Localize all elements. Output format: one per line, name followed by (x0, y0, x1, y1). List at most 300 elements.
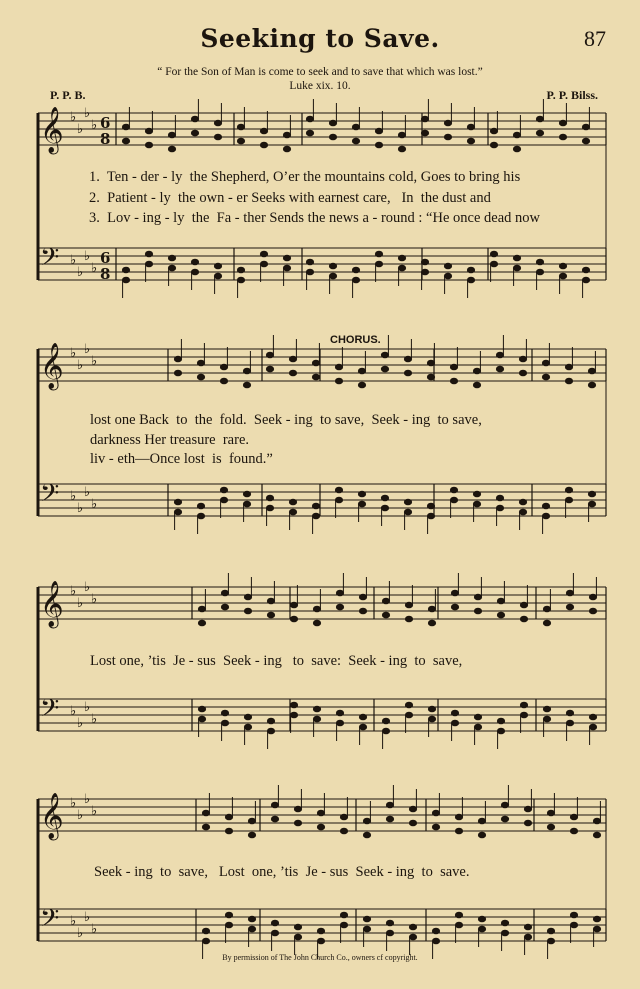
note-head (589, 724, 596, 730)
flat-sign: ♭ (70, 346, 77, 361)
note-head (198, 706, 205, 712)
note-head (145, 142, 152, 148)
flat-sign: ♭ (84, 342, 91, 357)
note-head (168, 132, 175, 138)
note-head (421, 259, 428, 265)
note-head (593, 926, 600, 932)
note-head (329, 134, 336, 140)
flat-sign: ♭ (91, 712, 98, 727)
note-head (289, 356, 296, 362)
note-head (329, 120, 336, 126)
note-head (432, 810, 439, 816)
note-head (340, 912, 347, 918)
note-head (582, 277, 589, 283)
note-head (386, 920, 393, 926)
note-head (243, 368, 250, 374)
note-head (589, 714, 596, 720)
note-head (221, 590, 228, 596)
note-head (547, 810, 554, 816)
note-head (450, 378, 457, 384)
note-head (243, 501, 250, 507)
note-head (260, 251, 267, 257)
note-head (260, 128, 267, 134)
flat-sign: ♭ (91, 804, 98, 819)
note-head (589, 608, 596, 614)
note-head (428, 716, 435, 722)
note-head (313, 620, 320, 626)
note-head (313, 716, 320, 722)
note-head (214, 120, 221, 126)
note-head (306, 259, 313, 265)
note-head (317, 938, 324, 944)
note-head (336, 710, 343, 716)
note-head (363, 926, 370, 932)
note-head (524, 820, 531, 826)
note-head (214, 273, 221, 279)
note-head (174, 499, 181, 505)
note-head (536, 116, 543, 122)
note-head (290, 702, 297, 708)
note-head (450, 364, 457, 370)
note-head (191, 116, 198, 122)
note-head (294, 820, 301, 826)
note-head (570, 828, 577, 834)
note-head (427, 360, 434, 366)
time-signature-bottom: 8 (100, 130, 111, 148)
note-head (542, 513, 549, 519)
note-head (363, 916, 370, 922)
note-head (271, 816, 278, 822)
note-head (317, 810, 324, 816)
flat-sign: ♭ (84, 910, 91, 925)
note-head (220, 364, 227, 370)
note-head (202, 824, 209, 830)
note-head (490, 251, 497, 257)
note-head (520, 602, 527, 608)
note-head (289, 370, 296, 376)
flat-sign: ♭ (70, 584, 77, 599)
note-head (582, 267, 589, 273)
flat-sign: ♭ (77, 501, 84, 516)
note-head (405, 712, 412, 718)
note-head (496, 366, 503, 372)
note-head (266, 505, 273, 511)
note-head (312, 503, 319, 509)
note-head (565, 497, 572, 503)
note-head (559, 134, 566, 140)
note-head (542, 374, 549, 380)
note-head (336, 604, 343, 610)
note-head (474, 594, 481, 600)
note-head (496, 352, 503, 358)
flat-sign: ♭ (77, 808, 84, 823)
note-head (283, 132, 290, 138)
note-head (474, 714, 481, 720)
flat-sign: ♭ (84, 700, 91, 715)
note-head (542, 503, 549, 509)
note-head (451, 720, 458, 726)
flat-sign: ♭ (77, 716, 84, 731)
note-head (248, 926, 255, 932)
note-head (428, 706, 435, 712)
note-head (294, 924, 301, 930)
note-head (225, 912, 232, 918)
note-head (428, 606, 435, 612)
note-head (524, 806, 531, 812)
note-head (381, 366, 388, 372)
note-head (317, 824, 324, 830)
note-head (168, 265, 175, 271)
note-head (294, 806, 301, 812)
note-head (570, 814, 577, 820)
flat-sign: ♭ (77, 265, 84, 280)
note-head (432, 938, 439, 944)
note-head (398, 132, 405, 138)
note-head (294, 934, 301, 940)
time-signature-top: 6 (100, 114, 111, 132)
verse-1-line-2: lost one Back to the fold. Seek - ing to save, Seek - ing to save, (90, 412, 482, 428)
note-head (473, 382, 480, 388)
note-head (501, 930, 508, 936)
note-head (451, 590, 458, 596)
note-head (473, 491, 480, 497)
note-head (266, 495, 273, 501)
flat-sign: ♭ (91, 118, 98, 133)
note-head (501, 920, 508, 926)
epigraph-reference: Luke xix. 10. (289, 80, 351, 92)
note-head (317, 928, 324, 934)
treble-clef: 𝄞 (40, 793, 64, 839)
staff-lines (38, 113, 606, 941)
note-head (497, 728, 504, 734)
epigraph-quote: “ For the Son of Man is come to seek and to save that which was lost.” (157, 66, 483, 78)
note-head (593, 818, 600, 824)
flat-sign: ♭ (84, 106, 91, 121)
note-head (427, 374, 434, 380)
note-head (428, 620, 435, 626)
note-head (589, 594, 596, 600)
note-head (225, 828, 232, 834)
note-head (283, 146, 290, 152)
note-head (198, 606, 205, 612)
note-head (444, 273, 451, 279)
note-head (444, 263, 451, 269)
note-head (198, 620, 205, 626)
note-head (290, 602, 297, 608)
note-head (409, 820, 416, 826)
note-head (312, 513, 319, 519)
verse-3-line-1: 3. Lov - ing - ly the Fa - ther Sends the news a - round : “He once dead now (89, 210, 540, 226)
note-head (174, 370, 181, 376)
note-head (329, 273, 336, 279)
note-head (358, 501, 365, 507)
note-head (221, 604, 228, 610)
note-head (547, 824, 554, 830)
note-head (421, 130, 428, 136)
note-head (536, 130, 543, 136)
note-head (588, 491, 595, 497)
note-head (359, 594, 366, 600)
note-head (244, 608, 251, 614)
verse-3-line-2: liv - eth—Once lost is found.” (90, 451, 273, 467)
note-head (588, 382, 595, 388)
flat-sign: ♭ (77, 596, 84, 611)
flat-sign: ♭ (77, 122, 84, 137)
note-head (398, 146, 405, 152)
note-head (451, 604, 458, 610)
note-head (536, 269, 543, 275)
notes (122, 99, 600, 959)
note-head (202, 810, 209, 816)
treble-clef: 𝄞 (40, 343, 64, 389)
note-head (358, 382, 365, 388)
note-head (404, 509, 411, 515)
note-head (174, 356, 181, 362)
note-head (359, 714, 366, 720)
note-head (467, 277, 474, 283)
flat-sign: ♭ (70, 110, 77, 125)
note-head (566, 720, 573, 726)
note-head (421, 269, 428, 275)
note-head (519, 499, 526, 505)
note-head (405, 602, 412, 608)
note-head (122, 138, 129, 144)
note-head (313, 706, 320, 712)
note-head (565, 378, 572, 384)
note-head (455, 814, 462, 820)
flat-sign: ♭ (84, 792, 91, 807)
note-head (582, 124, 589, 130)
note-head (409, 806, 416, 812)
note-head (306, 116, 313, 122)
bass-clef: 𝄢 (40, 243, 60, 278)
note-head (267, 718, 274, 724)
treble-clef: 𝄞 (40, 107, 64, 153)
note-head (474, 608, 481, 614)
note-head (409, 924, 416, 930)
chorus-line-1: Lost one, ’tis Je - sus Seek - ing to save: Seek - ing to save, (90, 653, 463, 669)
note-head (519, 356, 526, 362)
note-head (524, 924, 531, 930)
note-head (451, 710, 458, 716)
note-head (174, 509, 181, 515)
note-head (427, 513, 434, 519)
note-head (225, 814, 232, 820)
note-head (543, 706, 550, 712)
time-signature-top: 6 (100, 249, 111, 267)
note-head (335, 378, 342, 384)
note-head (386, 802, 393, 808)
copyright-notice: By permission of The John Church Co., owners cf copyright. (222, 953, 418, 962)
note-head (335, 364, 342, 370)
note-head (478, 916, 485, 922)
note-head (543, 620, 550, 626)
note-head (267, 612, 274, 618)
note-head (237, 124, 244, 130)
note-head (501, 802, 508, 808)
note-head (566, 710, 573, 716)
flat-sign: ♭ (77, 358, 84, 373)
note-head (404, 370, 411, 376)
note-head (543, 716, 550, 722)
note-head (405, 616, 412, 622)
note-head (271, 920, 278, 926)
note-head (267, 598, 274, 604)
note-head (312, 360, 319, 366)
note-head (398, 265, 405, 271)
note-head (359, 608, 366, 614)
note-head (405, 702, 412, 708)
note-head (214, 263, 221, 269)
note-head (352, 138, 359, 144)
note-head (497, 612, 504, 618)
note-head (248, 832, 255, 838)
note-head (427, 503, 434, 509)
note-head (191, 269, 198, 275)
note-head (122, 124, 129, 130)
note-head (352, 124, 359, 130)
note-head (313, 606, 320, 612)
note-head (271, 930, 278, 936)
note-head (202, 928, 209, 934)
flat-sign: ♭ (91, 354, 98, 369)
note-head (421, 116, 428, 122)
note-head (359, 724, 366, 730)
note-head (221, 710, 228, 716)
verse-1-line-1: 1. Ten - der - ly the Shepherd, O’er the mountains cold, Goes to bring his (89, 169, 521, 185)
note-head (312, 374, 319, 380)
note-head (478, 832, 485, 838)
note-head (559, 120, 566, 126)
note-head (289, 499, 296, 505)
note-head (260, 261, 267, 267)
note-head (329, 263, 336, 269)
note-head (490, 142, 497, 148)
note-head (198, 716, 205, 722)
note-head (191, 259, 198, 265)
note-head (243, 382, 250, 388)
note-head (519, 509, 526, 515)
note-head (352, 267, 359, 273)
note-head (202, 938, 209, 944)
note-head (444, 134, 451, 140)
note-head (244, 714, 251, 720)
note-head (450, 487, 457, 493)
note-head (220, 487, 227, 493)
note-head (197, 360, 204, 366)
flat-sign: ♭ (91, 261, 98, 276)
note-head (243, 491, 250, 497)
page-number: 87 (584, 26, 606, 51)
note-head (290, 616, 297, 622)
note-head (266, 352, 273, 358)
bass-clef: 𝄢 (40, 694, 60, 729)
note-head (588, 501, 595, 507)
note-head (404, 499, 411, 505)
note-head (455, 912, 462, 918)
note-head (375, 142, 382, 148)
chorus-line-2: Seek - ing to save, Lost one, ’tis Je - sus Seek - ing to save. (94, 864, 470, 880)
note-head (375, 261, 382, 267)
note-head (336, 720, 343, 726)
note-head (519, 370, 526, 376)
note-head (358, 368, 365, 374)
note-head (335, 497, 342, 503)
note-head (145, 128, 152, 134)
note-head (467, 267, 474, 273)
note-head (340, 922, 347, 928)
note-head (467, 124, 474, 130)
note-head (520, 616, 527, 622)
note-head (248, 818, 255, 824)
verse-2-line-2: darkness Her treasure rare. (90, 432, 250, 448)
note-head (496, 495, 503, 501)
note-head (375, 251, 382, 257)
note-head (290, 712, 297, 718)
treble-clef: 𝄞 (40, 581, 64, 627)
note-head (237, 138, 244, 144)
note-head (547, 928, 554, 934)
note-head (352, 277, 359, 283)
note-head (289, 509, 296, 515)
flat-sign: ♭ (91, 497, 98, 512)
note-head (382, 728, 389, 734)
note-head (340, 828, 347, 834)
note-head (244, 594, 251, 600)
flat-sign: ♭ (84, 485, 91, 500)
note-head (478, 926, 485, 932)
note-head (237, 267, 244, 273)
flat-sign: ♭ (84, 580, 91, 595)
note-head (363, 818, 370, 824)
note-head (168, 146, 175, 152)
flat-sign: ♭ (77, 926, 84, 941)
note-head (382, 612, 389, 618)
note-head (386, 930, 393, 936)
note-head (214, 134, 221, 140)
note-head (520, 702, 527, 708)
note-head (220, 497, 227, 503)
note-head (386, 816, 393, 822)
note-head (336, 590, 343, 596)
note-head (225, 922, 232, 928)
note-head (122, 267, 129, 273)
flat-sign: ♭ (70, 914, 77, 929)
note-head (588, 368, 595, 374)
note-head (497, 598, 504, 604)
note-head (271, 802, 278, 808)
words-credit: P. P. B. (50, 88, 86, 102)
note-head (191, 130, 198, 136)
note-head (382, 598, 389, 604)
note-head (375, 128, 382, 134)
note-head (450, 497, 457, 503)
flat-sign: ♭ (91, 592, 98, 607)
note-head (565, 364, 572, 370)
note-head (358, 491, 365, 497)
chorus-label: CHORUS. (330, 334, 381, 346)
note-head (513, 255, 520, 261)
note-head (363, 832, 370, 838)
note-head (497, 718, 504, 724)
note-head (570, 922, 577, 928)
note-head (542, 360, 549, 366)
note-head (335, 487, 342, 493)
note-head (455, 828, 462, 834)
note-head (145, 251, 152, 257)
note-head (267, 728, 274, 734)
flat-sign: ♭ (70, 253, 77, 268)
